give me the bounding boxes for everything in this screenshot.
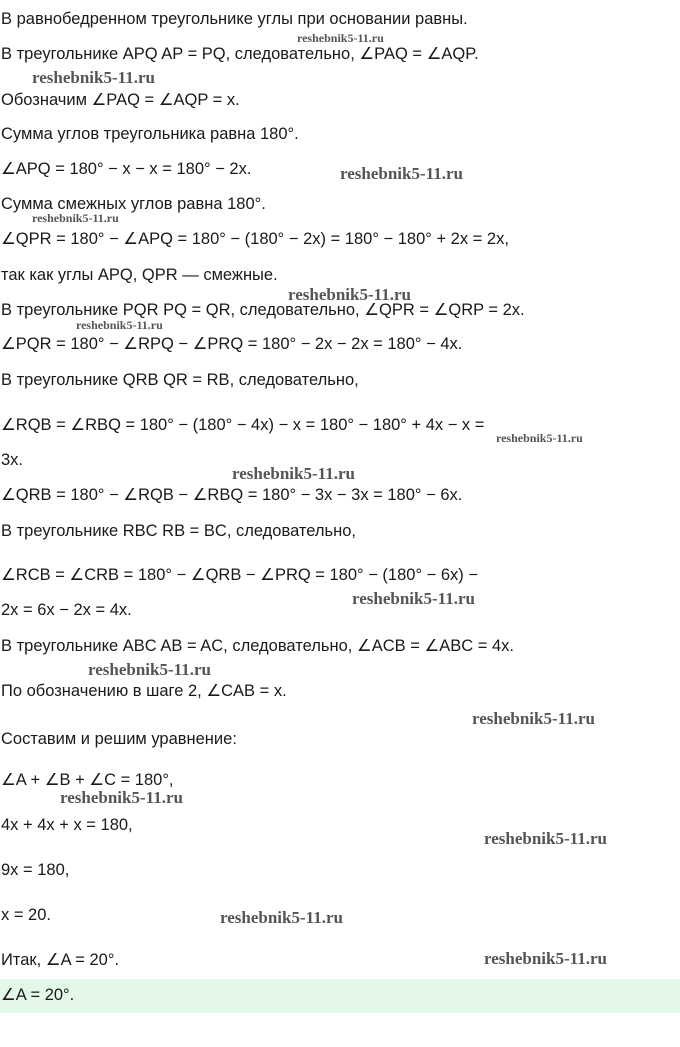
watermark: reshebnik5-11.ru	[297, 31, 384, 45]
watermark: reshebnik5-11.ru	[496, 431, 583, 445]
solution-line: В треугольнике ABC AB = AC, следовательно, ∠ACB = ∠ABC = 4x.	[1, 637, 514, 655]
solution-line: 9x = 180,	[1, 861, 70, 879]
solution-line: Итак, ∠A = 20°.	[1, 951, 120, 969]
answer-text: ∠A = 20°.	[1, 986, 75, 1004]
solution-line: x = 20.	[1, 906, 51, 924]
solution-line: По обозначению в шаге 2, ∠CAB = x.	[1, 682, 287, 700]
solution-line: В треугольнике RBC RB = BC, следовательно,	[1, 522, 356, 540]
watermark: reshebnik5-11.ru	[232, 464, 355, 483]
solution-line: ∠QRB = 180° − ∠RQB − ∠RBQ = 180° − 3x − 3x = 180° − 6x.	[1, 486, 463, 504]
solution-line: ∠QPR = 180° − ∠APQ = 180° − (180° − 2x) = 180° − 180° + 2x = 2x,	[1, 230, 509, 248]
watermark: reshebnik5-11.ru	[32, 211, 119, 225]
solution-line: Сумма смежных углов равна 180°.	[1, 195, 266, 213]
watermark: reshebnik5-11.ru	[288, 285, 411, 304]
solution-line: Составим и решим уравнение:	[1, 730, 237, 748]
answer-box	[0, 979, 680, 1013]
solution-line: 4x + 4x + x = 180,	[1, 816, 133, 834]
watermark: reshebnik5-11.ru	[76, 318, 163, 332]
watermark: reshebnik5-11.ru	[88, 660, 211, 679]
solution-line: 3x.	[1, 451, 24, 469]
watermark: reshebnik5-11.ru	[484, 949, 607, 968]
solution-line: В треугольнике APQ AP = PQ, следовательно, ∠PAQ = ∠AQP.	[1, 45, 479, 63]
watermark: reshebnik5-11.ru	[340, 164, 463, 183]
solution-line: ∠APQ = 180° − x − x = 180° − 2x.	[1, 160, 252, 178]
solution-line: так как углы APQ, QPR — смежные.	[1, 266, 278, 284]
watermark: reshebnik5-11.ru	[472, 709, 595, 728]
solution-line: В треугольнике QRB QR = RB, следовательно,	[1, 371, 359, 389]
solution-line: ∠RQB = ∠RBQ = 180° − (180° − 4x) − x = 180° − 180° + 4x − x =	[1, 416, 485, 434]
solution-line: В треугольнике PQR PQ = QR, следовательно, ∠QPR = ∠QRP = 2x.	[1, 301, 525, 319]
watermark: reshebnik5-11.ru	[60, 788, 183, 807]
solution-line: ∠PQR = 180° − ∠RPQ − ∠PRQ = 180° − 2x − 2x = 180° − 4x.	[1, 335, 463, 353]
solution-line: Обозначим ∠PAQ = ∠AQP = x.	[1, 91, 240, 109]
solution-line: В равнобедренном треугольнике углы при основании равны.	[1, 10, 468, 28]
solution-line: Сумма углов треугольника равна 180°.	[1, 125, 299, 143]
watermark: reshebnik5-11.ru	[352, 589, 475, 608]
solution-line: ∠A + ∠B + ∠C = 180°,	[1, 771, 174, 789]
watermark: reshebnik5-11.ru	[32, 68, 155, 87]
watermark: reshebnik5-11.ru	[484, 829, 607, 848]
solution-line: ∠RCB = ∠CRB = 180° − ∠QRB − ∠PRQ = 180° − (180° − 6x) −	[1, 566, 479, 584]
watermark: reshebnik5-11.ru	[220, 908, 343, 927]
solution-line: 2x = 6x − 2x = 4x.	[1, 601, 132, 619]
